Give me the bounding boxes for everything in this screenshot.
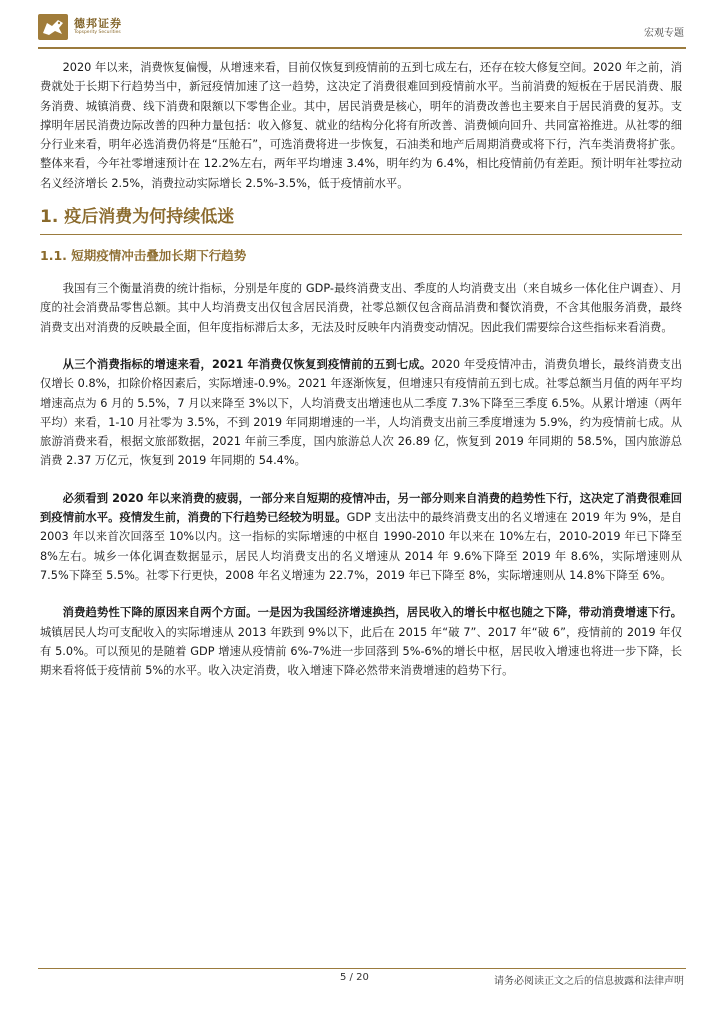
subsection-heading: 1.1. 短期疫情冲击叠加长期下行趋势	[40, 248, 247, 264]
section-heading: 1. 疫后消费为何持续低迷	[40, 204, 682, 235]
paragraph-intro: 2020 年以来，消费恢复偏慢，从增速来看，目前仅恢复到疫情前的五到七成左右，还存在较大修复空间。2020 年之前，消费就处于长期下行趋势当中，新冠疫情加速了这一趋势，这决定了消费很难回到疫情前水平。当前消费的短板在于居民消费、服务消费、城镇消费、线下消费和限额以下零售企业。其中，居民消费是核心，明年的消费改善也主要来自于居民消费的复苏。支撑明年居民消费边际改善的四种力量包括：收入修复、就业的结构分化将有所改善、消费倾向回升、共同富裕推进。从社零的细分行业来看，明年必选消费仍将是“压舱石”，可选消费将进一步恢复，石油类和地产后周期消费或将下行，汽车类消费将扩张。整体来看，今年社零增速预计在 12.2%左右，两年平均增速 3.4%，明年约为 6.4%，相比疫情前仍有差距。预计明年社零拉动名义经济增长 2.5%，消费拉动实际增长 2.5%-3.5%，低于疫情前水平。	[40, 61, 682, 190]
main-content	[40, 58, 682, 680]
footer-disclaimer: 请务必阅读正文之后的信息披露和法律声明	[494, 976, 684, 987]
paragraph-indicators: 我国有三个衡量消费的统计指标，分别是年度的 GDP-最终消费支出、季度的人均消费支出（来自城乡一体化住户调查）、月度的社会消费品零售总额。其中人均消费支出仅包含居民消费，社零总额仅包含商品消费和餐饮消费，不含其他服务消费，最终消费支出对消费的反映最全面，但年度指标滞后太多，无法及时反映年内消费变动情况。因此我们需要综合这些指标来看消费。	[40, 282, 682, 334]
brand-name-en: Topsperity Securities	[74, 30, 121, 35]
paragraph-reasons-lead: 消费趋势性下降的原因来自两个方面。一是因为我国经济增速换挡，居民收入的增长中枢也随之下降，带动消费增速下行。	[62, 606, 682, 620]
paragraph-reasons-text: 城镇居民人均可支配收入的实际增速从 2013 年跌到 9%以下，此后在 2015 年“破 7”、2017 年“破 6”，疫情前的 2019 年仅有 5.0%。可以预见的是随着 GDP 增速从疫情前 6%-7%进一步回落到 5%-6%的增长中枢，居民收入增速也将进一步下降，长期来看将低于疫情前 5%的水平。收入决定消费，收入增速下降必然带来消费增速的趋势下行。	[40, 625, 682, 678]
footer-divider	[38, 968, 686, 969]
page-number: 5 / 20	[340, 972, 369, 983]
paragraph-growth-lead: 从三个消费指标的增速来看，2021 年消费仅恢复到疫情前的五到七成。	[62, 357, 432, 371]
paragraph-weakness-lead: 必须看到 2020 年以来消费的疲弱，一部分来自短期的疫情冲击，另一部分则来自消费的趋势性下行，这决定了消费很难回到疫情前水平。疫情发生前，消费的下行趋势已经较为明显。	[40, 491, 682, 525]
page-header	[0, 0, 724, 50]
header-divider	[38, 47, 686, 49]
paragraph-weakness-text: GDP 支出法中的最终消费支出的名义增速在 2019 年为 9%，是自 2003 年以来首次回落至 10%以内。这一指标的实际增速的中枢自 1990-2010 年以来在 10%左右，2010-2019 年已下降至 8%左右。城乡一体化调查数据显示，居民人均消费支出的名义增速从 2014 年 9.6%下降至 2019 年 8.6%，实际增速则从 7.5%下降至 5.5%。社零下行更快，2008 年名义增速为 22.7%，2019 年已下降至 8%，实际增速则从 14.8%下降至 6%。	[40, 511, 682, 582]
paragraph-reasons	[40, 603, 682, 680]
report-section-label: 宏观专题	[644, 28, 684, 39]
paragraph-growth-text: 2020 年受疫情冲击，消费负增长，最终消费支出仅增长 0.8%，扣除价格因素后，实际增速-0.9%。2021 年逐渐恢复，但增速只有疫情前五到七成。社零总额当月值的两年平均增速高点为 6 月的 5.5%，7 月以来降至 3%以下，人均消费支出增速也从二季度 7.3%下降至三季度 6.5%。从累计增速（两年平均）来看，1-10 月社零为 3.5%，不到 2019 年同期增速的一半，人均消费支出前三季度增速为 5.9%，约为疫情前七成。从旅游消费来看，根据文旅部数据，2021 年前三季度，国内旅游总人次 26.89 亿，恢复到 2019 年同期的 58.5%，国内旅游总消费 2.37 万亿元，恢复到 2019 年同期的 54.4%。	[40, 357, 682, 468]
brand-name: 德邦证券	[74, 17, 122, 30]
paragraph-weakness	[40, 489, 682, 585]
ox-logo-icon	[38, 14, 68, 40]
paragraph-growth	[40, 355, 682, 471]
